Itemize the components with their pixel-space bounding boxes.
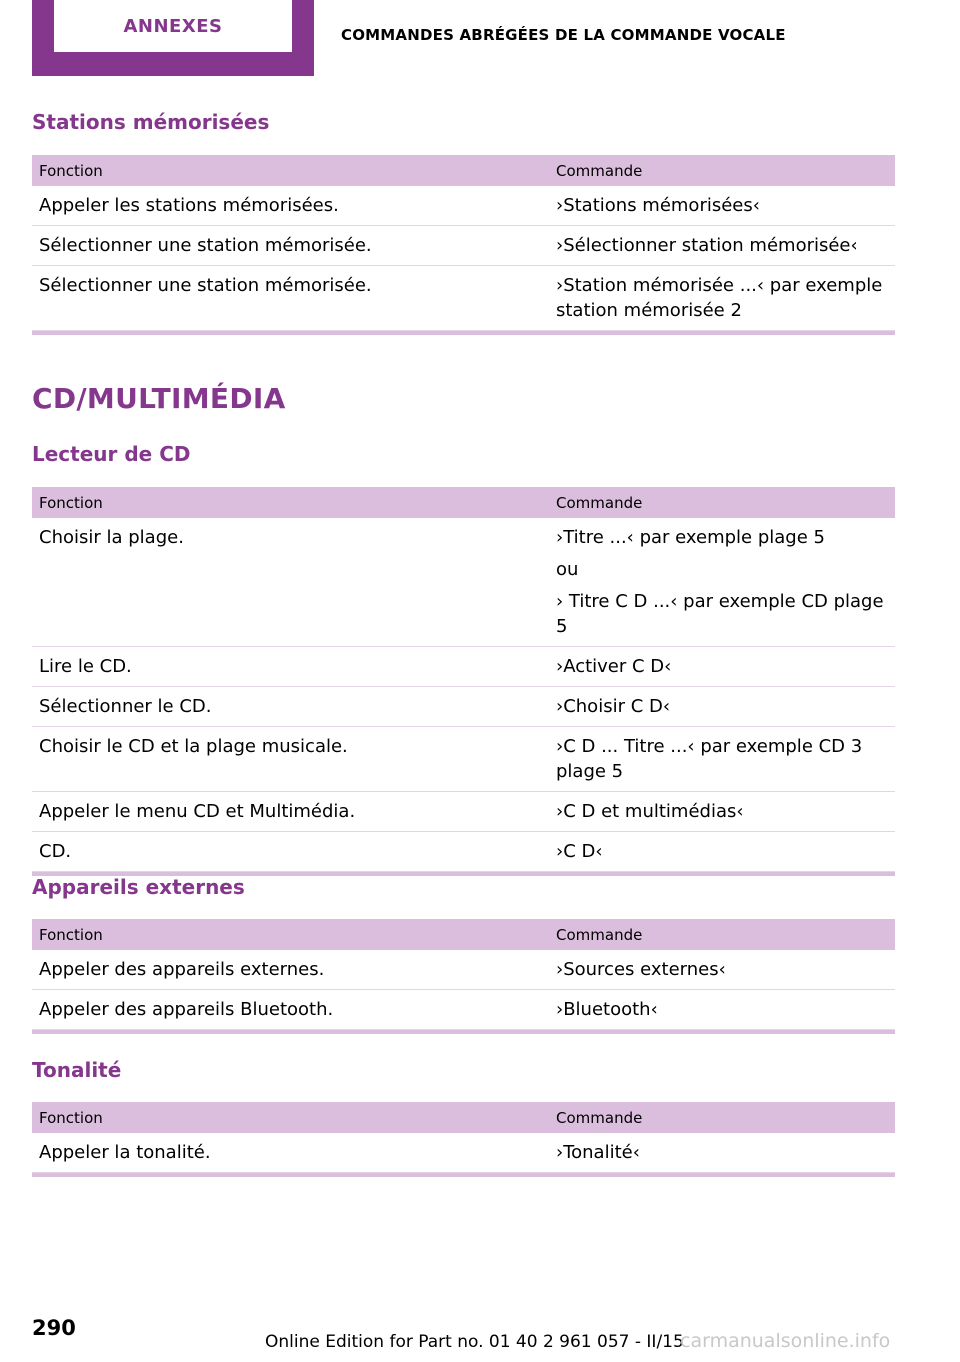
command-cell: ›Tonalité‹ <box>549 1133 895 1173</box>
column-header-function: Fonction <box>32 487 549 518</box>
function-cell: CD. <box>32 832 549 872</box>
function-cell: Sélectionner une station mémorisée. <box>32 266 549 331</box>
heading-cd-player: Lecteur de CD <box>32 442 191 466</box>
table-end-rule <box>32 1030 895 1035</box>
function-cell: Appeler les stations mémorisées. <box>32 186 549 226</box>
header-title: COMMANDES ABRÉGÉES DE LA COMMANDE VOCALE <box>341 26 786 44</box>
table-external-devices <box>32 919 895 1034</box>
heading-cd-multimedia: CD/MULTIMÉDIA <box>32 382 286 415</box>
function-cell: Choisir la plage. <box>32 518 549 647</box>
heading-stations: Stations mémorisées <box>32 110 270 134</box>
table-cd-player <box>32 487 895 876</box>
table-row <box>32 226 895 266</box>
table-stations <box>32 155 895 335</box>
command-cell <box>549 518 895 647</box>
column-header-function: Fonction <box>32 1102 549 1133</box>
command-line: › Titre C D ...‹ par exemple CD plage 5 <box>556 591 884 637</box>
function-cell: Appeler des appareils externes. <box>32 950 549 990</box>
function-cell: Sélectionner le CD. <box>32 687 549 727</box>
command-cell: ›C D ... Titre ...‹ par exemple CD 3 plage 5 <box>549 727 895 792</box>
table-header-row <box>32 155 895 186</box>
column-header-function: Fonction <box>32 155 549 186</box>
command-line: ›Titre ...‹ par exemple plage 5 <box>556 527 825 548</box>
table-row <box>32 1133 895 1173</box>
column-header-function: Fonction <box>32 919 549 950</box>
table-end-rule <box>32 1173 895 1178</box>
table-row <box>32 518 895 647</box>
heading-external-devices: Appareils externes <box>32 875 245 899</box>
section-tab-label: ANNEXES <box>54 0 292 52</box>
column-header-command: Commande <box>549 919 895 950</box>
table-row <box>32 727 895 792</box>
command-cell: ›C D‹ <box>549 832 895 872</box>
heading-tone: Tonalité <box>32 1058 122 1082</box>
command-cell: ›Stations mémorisées‹ <box>549 186 895 226</box>
command-cell: ›Station mémorisée ...‹ par exemple station mémorisée 2 <box>549 266 895 331</box>
table-row <box>32 990 895 1030</box>
column-header-command: Commande <box>549 487 895 518</box>
table-tone <box>32 1102 895 1177</box>
table-row <box>32 792 895 832</box>
section-tab <box>32 0 314 76</box>
command-cell: ›Bluetooth‹ <box>549 990 895 1030</box>
table-row <box>32 647 895 687</box>
command-cell: ›Sources externes‹ <box>549 950 895 990</box>
edition-footer: Online Edition for Part no. 01 40 2 961 057 - II/15 <box>265 1332 684 1352</box>
function-cell: Sélectionner une station mémorisée. <box>32 226 549 266</box>
command-cell: ›Activer C D‹ <box>549 647 895 687</box>
function-cell: Appeler le menu CD et Multimédia. <box>32 792 549 832</box>
page-number: 290 <box>32 1316 76 1340</box>
command-cell: ›Choisir C D‹ <box>549 687 895 727</box>
table-row <box>32 950 895 990</box>
table-header-row <box>32 487 895 518</box>
table-row <box>32 832 895 872</box>
table-row <box>32 186 895 226</box>
table-end-rule <box>32 331 895 336</box>
table-header-row <box>32 919 895 950</box>
command-line: ou <box>556 559 579 580</box>
function-cell: Appeler des appareils Bluetooth. <box>32 990 549 1030</box>
column-header-command: Commande <box>549 1102 895 1133</box>
command-cell: ›C D et multimédias‹ <box>549 792 895 832</box>
table-row <box>32 266 895 331</box>
function-cell: Lire le CD. <box>32 647 549 687</box>
function-cell: Choisir le CD et la plage musicale. <box>32 727 549 792</box>
table-row <box>32 687 895 727</box>
function-cell: Appeler la tonalité. <box>32 1133 549 1173</box>
column-header-command: Commande <box>549 155 895 186</box>
table-header-row <box>32 1102 895 1133</box>
watermark: carmanualsonline.info <box>680 1330 891 1352</box>
command-cell: ›Sélectionner station mémorisée‹ <box>549 226 895 266</box>
